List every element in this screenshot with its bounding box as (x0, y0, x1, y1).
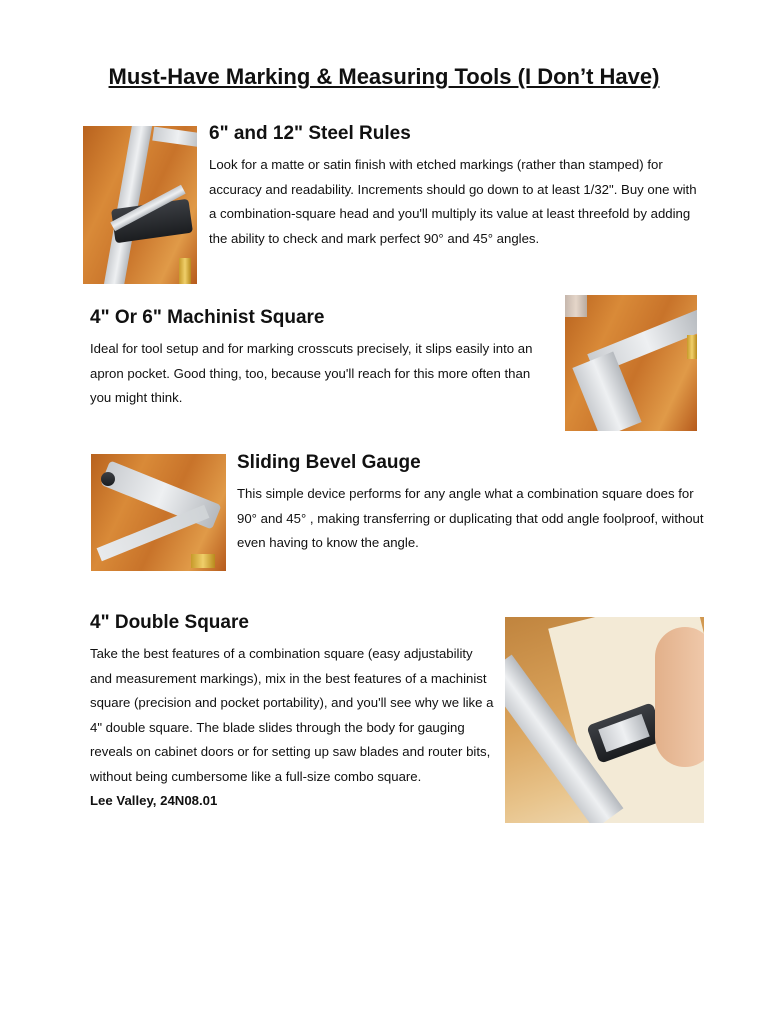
section-sliding-bevel (237, 452, 707, 556)
section-body: This simple device performs for any angle what a combination square does for 90° and 45° , making transferring or duplicating that odd angle foolproof, without even having to know the angle. (237, 486, 704, 550)
section-steel-rules (209, 123, 699, 251)
section-heading: 6" and 12" Steel Rules (209, 123, 411, 144)
machinist-square-photo (565, 295, 697, 431)
section-body: Ideal for tool setup and for marking crosscuts precisely, it slips easily into an apron pocket. Good thing, too, because you'll reach for this more often than you might think. (90, 341, 533, 405)
section-double-square (90, 612, 496, 813)
double-square-photo (505, 617, 704, 823)
page-title: Must-Have Marking & Measuring Tools (I Don’t Have) (108, 64, 660, 89)
sliding-bevel-photo (91, 454, 226, 571)
section-heading: 4" Or 6" Machinist Square (90, 307, 325, 328)
product-source: Lee Valley, 24N08.01 (90, 793, 218, 808)
section-heading: Sliding Bevel Gauge (237, 452, 421, 473)
section-heading: 4" Double Square (90, 612, 249, 633)
section-body: Take the best features of a combination square (easy adjustability and measurement markings), mix in the best features of a machinist square (precision and pocket portability), and you'll see why we like a 4" double square. The blade slides through the body for gauging reveals on cabinet doors or for setting up saw blades and router bits, without being cumbersome like a full-size combo square. (90, 646, 494, 784)
section-body: Look for a matte or satin finish with etched markings (rather than stamped) for accuracy and readability. Increments should go down to at least 1/32". Buy one with a combination-square head and you'll multiply its value at least threefold by adding the ability to check and mark perfect 90° and 45° angles. (209, 157, 697, 246)
steel-rule-photo (83, 126, 197, 284)
section-machinist-square (90, 307, 550, 411)
